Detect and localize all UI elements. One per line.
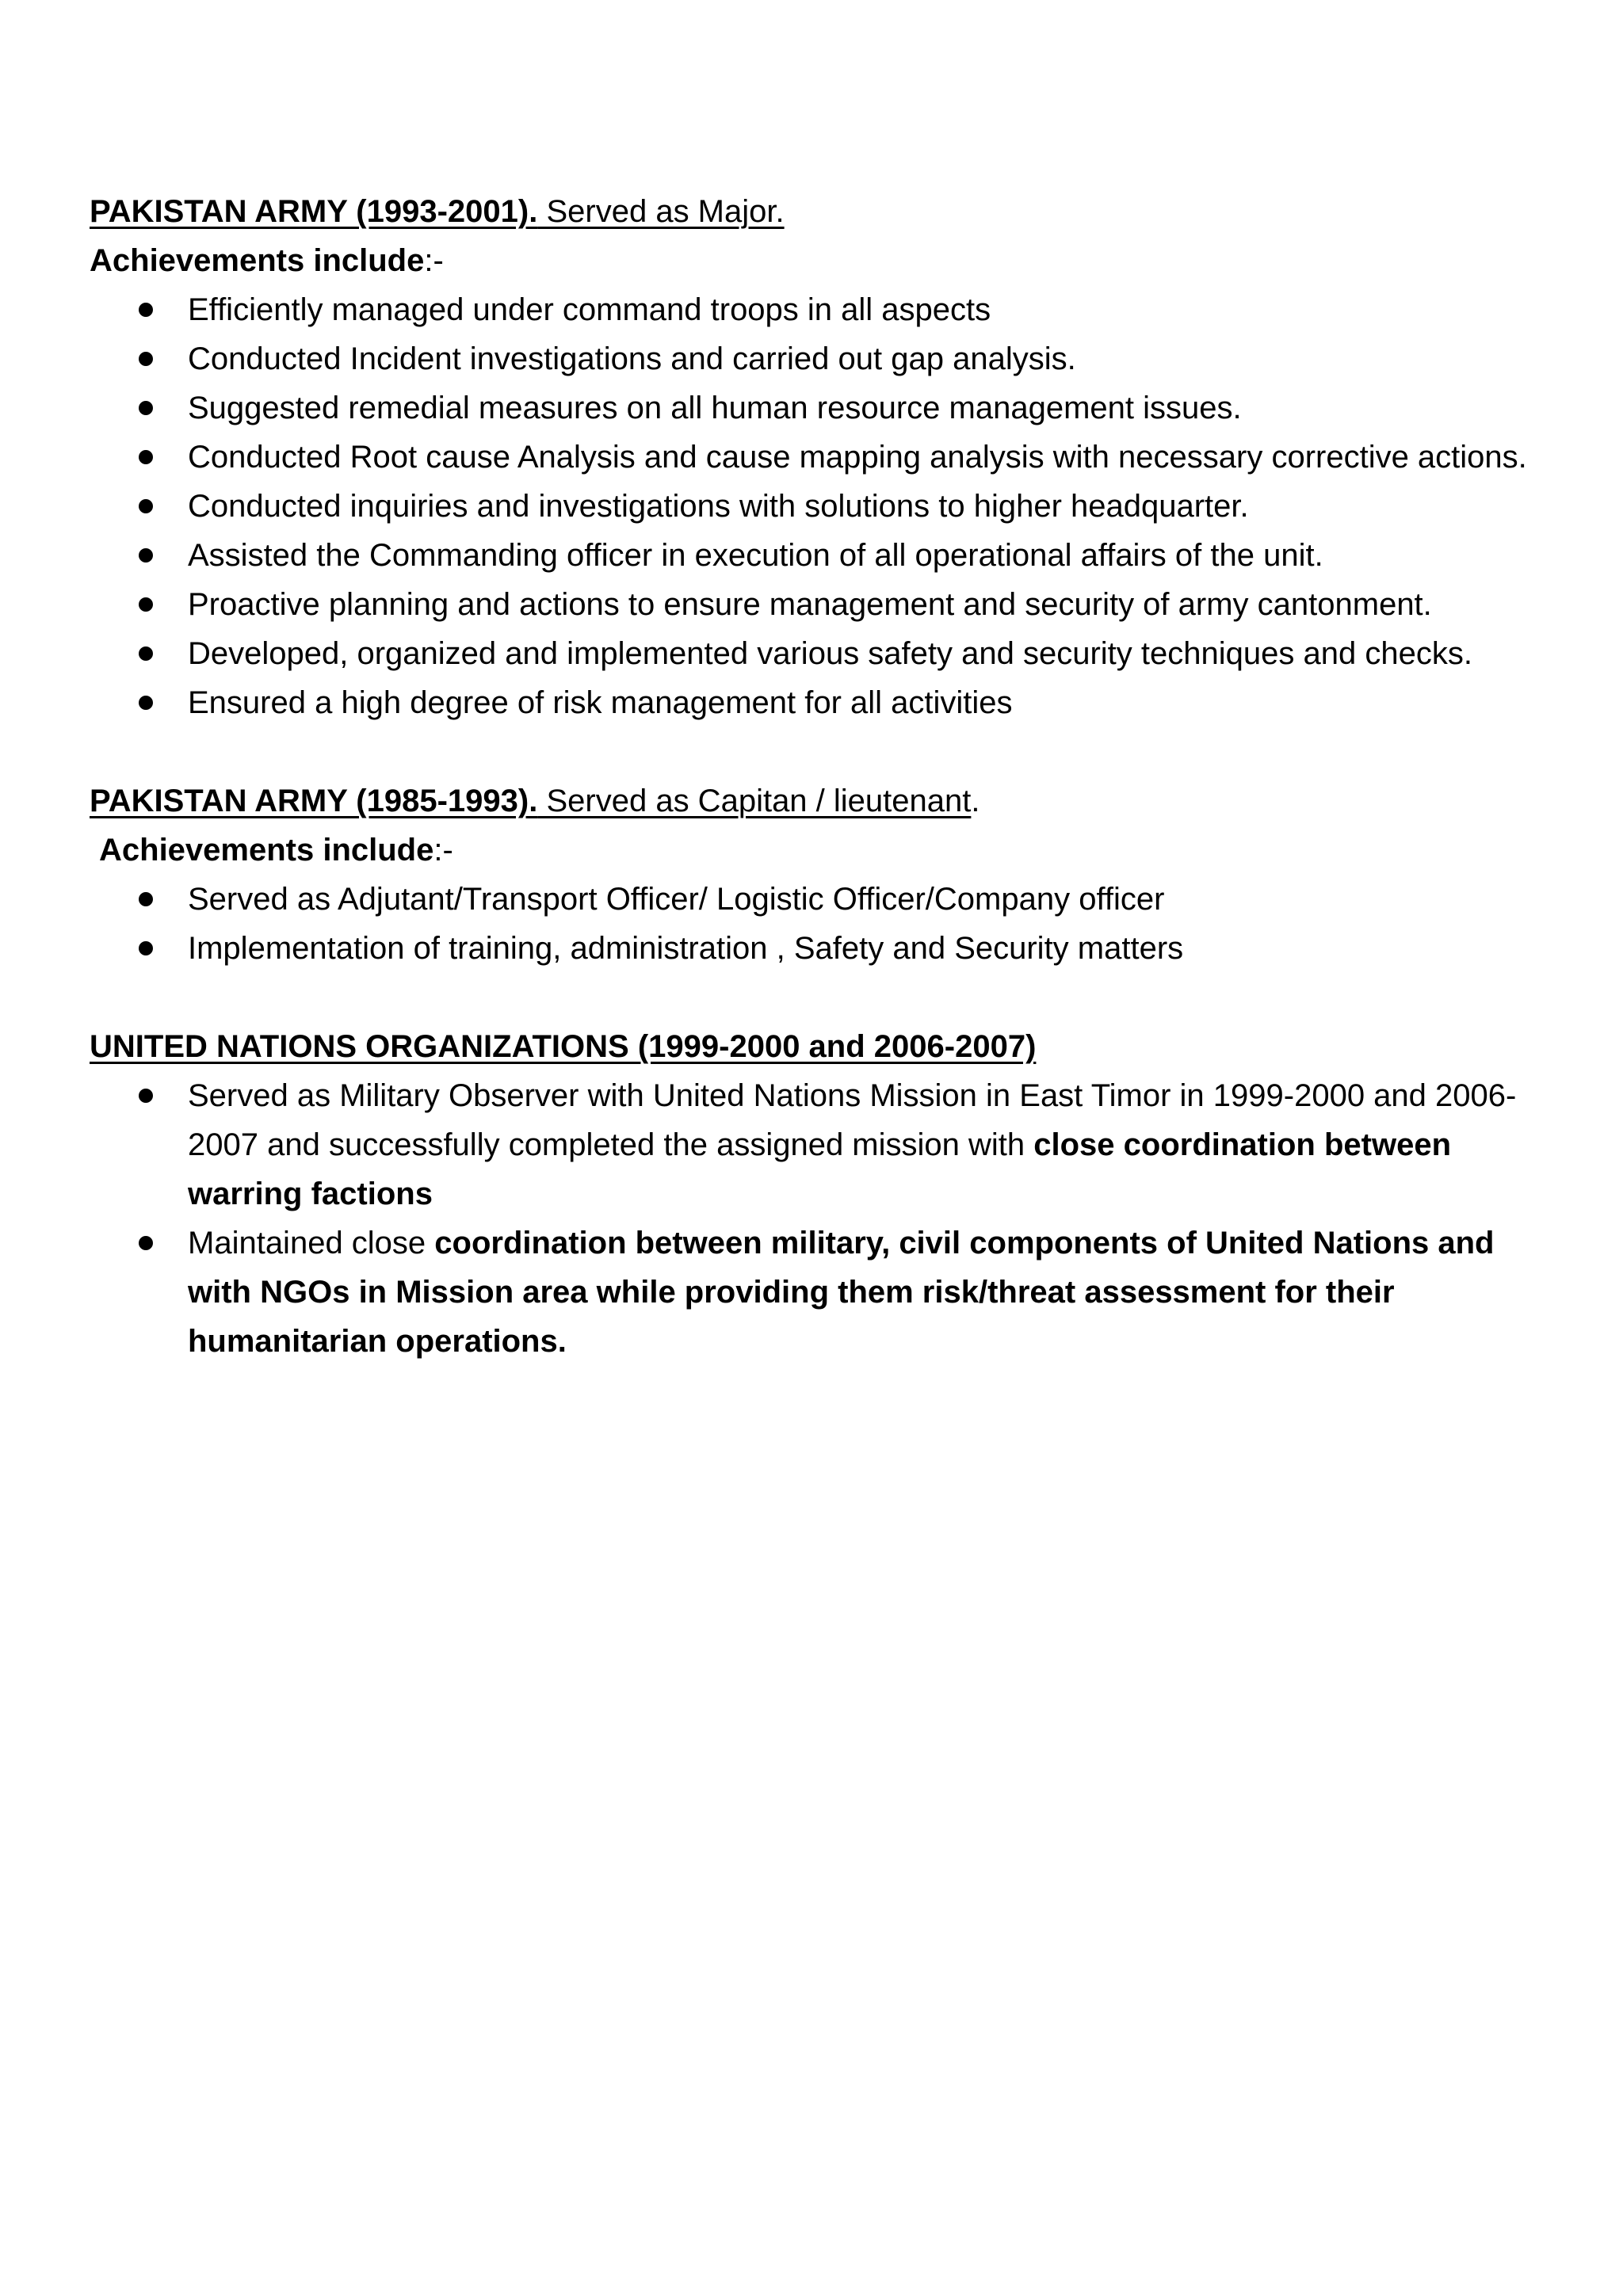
- achievements-label: [90, 236, 1548, 285]
- list-item: [90, 285, 1548, 334]
- list-item-text: Developed, organized and implemented various safety and security techniques and checks.: [188, 636, 1472, 671]
- list-item-text: Assisted the Commanding officer in execution of all operational affairs of the unit.: [188, 538, 1323, 573]
- bullet-icon: [139, 646, 153, 661]
- bullet-icon: [139, 1236, 153, 1250]
- list-item: [90, 580, 1548, 629]
- list-item: [90, 875, 1548, 924]
- list-item: [90, 531, 1548, 580]
- list-item-text: Maintained close: [188, 1226, 435, 1261]
- list-item: [90, 1219, 1548, 1366]
- bullet-icon: [139, 597, 153, 612]
- un-mission-list: [90, 1071, 1548, 1366]
- achievements-suffix: :-: [433, 833, 453, 868]
- list-item: [90, 433, 1548, 482]
- bullet-icon: [139, 303, 153, 317]
- document-content: [90, 187, 1548, 1366]
- bullet-icon: [139, 499, 153, 513]
- list-item-text: Conducted inquiries and investigations with solutions to higher headquarter.: [188, 489, 1249, 524]
- achievements-label: [90, 826, 1548, 875]
- list-item-text: Suggested remedial measures on all human resource management issues.: [188, 391, 1242, 425]
- list-item-bold-text: close coordination between warring factions: [188, 1127, 1452, 1211]
- achievements-suffix: :-: [424, 243, 444, 278]
- section-heading-army-1985: [90, 776, 1548, 826]
- list-item: [90, 924, 1548, 973]
- achievements-list-army-1985: [90, 875, 1548, 973]
- list-item: [90, 383, 1548, 433]
- bullet-icon: [139, 401, 153, 415]
- list-item-text: Ensured a high degree of risk management for all activities: [188, 685, 1013, 720]
- list-item-text: Efficiently managed under command troops in all aspects: [188, 292, 991, 327]
- section-heading-trailing: .: [971, 784, 980, 818]
- section-heading-bold: UNITED NATIONS ORGANIZATIONS (1999-2000 and 2006-2007): [90, 1029, 1037, 1064]
- section-heading-rank: Served as Major.: [537, 194, 785, 229]
- bullet-icon: [139, 1089, 153, 1103]
- list-item-bold-text: coordination between military, civil components of United Nations and with NGOs in Mission area while providing them risk/threat assessment for their humanitarian operations.: [188, 1226, 1495, 1359]
- section-heading-bold: PAKISTAN ARMY (1985-1993).: [90, 784, 538, 818]
- list-item: [90, 678, 1548, 727]
- bullet-icon: [139, 941, 153, 955]
- section-heading-rank: Served as Capitan / lieutenant: [537, 784, 972, 818]
- list-item: [90, 629, 1548, 678]
- section-heading-bold: PAKISTAN ARMY (1993-2001).: [90, 194, 538, 229]
- bullet-icon: [139, 548, 153, 563]
- bullet-icon: [139, 450, 153, 464]
- list-item-text: Conducted Root cause Analysis and cause mapping analysis with necessary corrective actions.: [188, 440, 1527, 475]
- list-item-text: Implementation of training, administration , Safety and Security matters: [188, 931, 1184, 966]
- bullet-icon: [139, 892, 153, 906]
- section-heading-united-nations: [90, 1022, 1548, 1071]
- achievements-label-text: Achievements include: [90, 243, 425, 278]
- section-spacer: [90, 973, 1548, 1022]
- list-item-text: Served as Military Observer with United Nations Mission in East Timor in 1999-2000 and 2006-2007 and successfully completed the assigned mission with: [188, 1078, 1517, 1162]
- section-spacer: [90, 727, 1548, 776]
- list-item: [90, 334, 1548, 383]
- section-heading-army-1993: [90, 187, 1548, 236]
- list-item-text: Served as Adjutant/Transport Officer/ Logistic Officer/Company officer: [188, 882, 1165, 917]
- list-item: [90, 1071, 1548, 1219]
- list-item-text: Conducted Incident investigations and carried out gap analysis.: [188, 341, 1076, 376]
- bullet-icon: [139, 696, 153, 710]
- achievements-list-army-1993: [90, 285, 1548, 727]
- list-item: [90, 482, 1548, 531]
- list-item-text: Proactive planning and actions to ensure management and security of army cantonment.: [188, 587, 1432, 622]
- bullet-icon: [139, 352, 153, 366]
- achievements-label-text: Achievements include: [99, 833, 434, 868]
